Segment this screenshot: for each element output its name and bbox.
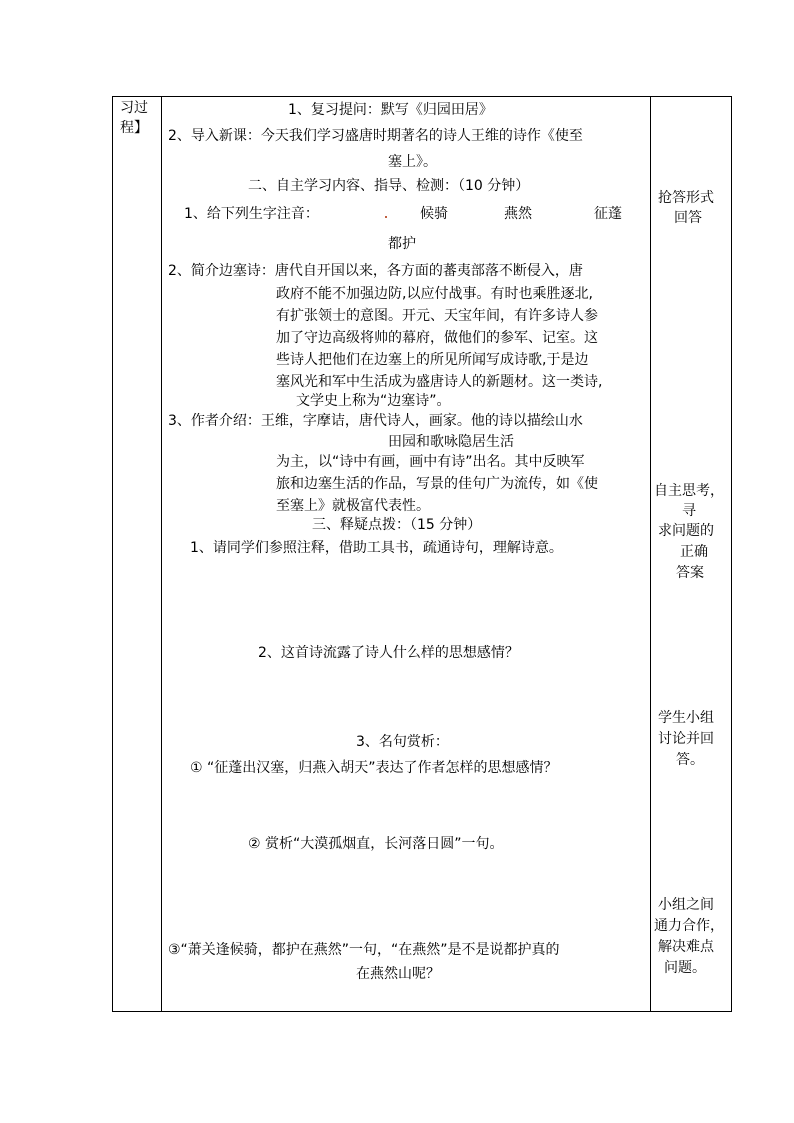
stray-mark <box>385 216 387 218</box>
left-col-label-line1: 习过 <box>120 100 148 116</box>
word-houqi: 候骑 <box>420 206 448 222</box>
note-cooperate-line-3: 解决难点 <box>658 939 714 955</box>
question-1: 1、请同学们参照注释，借助工具书，疏通诗句，理解诗意。 <box>190 540 563 556</box>
intro-line-1: 2、导入新课：今天我们学习盛唐时期著名的诗人王维的诗作《使至 <box>168 128 583 144</box>
note-group-discuss-line-2: 讨论并回 <box>658 731 714 747</box>
note-self-study-line-3: 求问题的 <box>658 523 714 539</box>
intro-line-2: 塞上》。 <box>388 154 437 170</box>
question-3-item-1: ① “征蓬出汉塞，归燕入胡天”表达了作者怎样的思想感情？ <box>190 760 558 776</box>
frontier-poetry-line-2: 政府不能不加强边防,以应付战事。有时也乘胜逐北, <box>276 286 593 302</box>
left-col-label-line2: 程】 <box>120 120 148 136</box>
frontier-poetry-line-5: 些诗人把他们在边塞上的所见所闻写成诗歌,于是边 <box>276 352 589 368</box>
section-3-heading: 三、释疑点拨：（15 分钟） <box>312 517 482 533</box>
frontier-poetry-line-3: 有扩张领士的意图。开元、天宝年间，有许多诗人参 <box>276 308 598 324</box>
author-intro-line-5: 至塞上》就极富代表性。 <box>276 498 430 514</box>
note-self-study-line-5: 答案 <box>676 565 704 581</box>
author-intro-line-3: 为主，以“诗中有画，画中有诗”出名。其中反映军 <box>276 454 585 470</box>
question-3-item-3-line-2: 在燕然山呢？ <box>356 966 440 982</box>
note-self-study-line-2: 寻 <box>682 503 696 519</box>
frontier-poetry-line-7: 文学史上称为“边塞诗”。 <box>296 393 451 409</box>
author-intro-line-1: 3、作者介绍：王维，字摩诘，唐代诗人，画家。他的诗以描绘山水 <box>168 413 583 429</box>
author-intro-line-2: 田园和歌咏隐居生活 <box>388 434 514 450</box>
frontier-poetry-line-4: 加了守边高级将帅的幕府，做他们的参军、记室。这 <box>276 330 598 346</box>
note-quick-answer-line-1: 抢答形式 <box>658 190 714 206</box>
word-yanran: 燕然 <box>504 206 532 222</box>
word-zhengpeng: 征蓬 <box>594 206 622 222</box>
question-3-item-3-line-1: ③“萧关逢候骑，都护在燕然”一句，“在燕然”是不是说都护真的 <box>168 942 560 958</box>
note-group-discuss-line-1: 学生小组 <box>658 710 714 726</box>
pinyin-label: 1、给下列生字注音： <box>184 206 319 222</box>
note-cooperate-line-1: 小组之间 <box>658 897 714 913</box>
note-self-study-line-1: 自主思考， <box>654 483 724 499</box>
note-cooperate-line-2: 通力合作， <box>654 918 724 934</box>
column-divider-left <box>161 97 162 1011</box>
word-duhu: 都护 <box>388 236 416 252</box>
note-quick-answer-line-2: 回答 <box>674 210 702 226</box>
review-item: 1、复习提问：默写《归园田居》 <box>288 102 493 118</box>
frontier-poetry-line-6: 塞风光和军中生活成为盛唐诗人的新题材。这一类诗, <box>276 374 603 390</box>
question-2: 2、这首诗流露了诗人什么样的思想感情？ <box>258 645 519 661</box>
note-group-discuss-line-3: 答。 <box>676 752 704 768</box>
question-3-item-2: ② 赏析“大漠孤烟直，长河落日圆”一句。 <box>248 836 504 852</box>
note-cooperate-line-4: 问题。 <box>664 960 706 976</box>
note-self-study-line-4: 正确 <box>680 544 708 560</box>
section-2-heading: 二、自主学习内容、指导、检测：（10 分钟） <box>248 178 530 194</box>
author-intro-line-4: 旅和边塞生活的作品，写景的佳句广为流传，如《使 <box>276 476 598 492</box>
frontier-poetry-line-1: 2、简介边塞诗：唐代自开国以来，各方面的蕃夷部落不断侵入，唐 <box>168 263 583 279</box>
column-divider-right <box>650 97 651 1011</box>
question-3-heading: 3、名句赏析： <box>356 734 449 750</box>
